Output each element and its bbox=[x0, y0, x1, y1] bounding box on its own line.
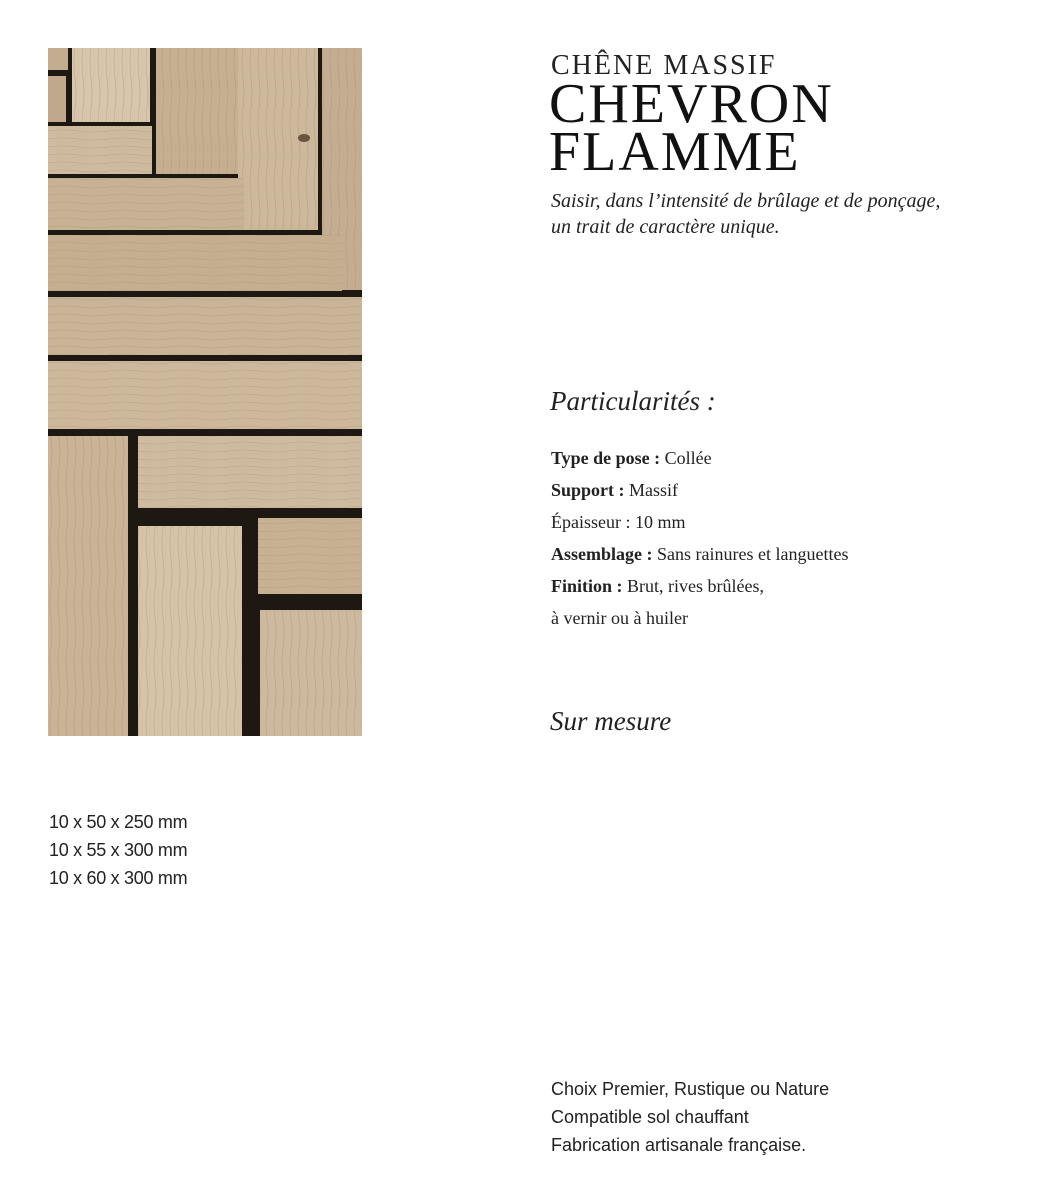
parquet-illustration bbox=[48, 48, 362, 736]
feature-item: Choix Premier, Rustique ou Nature bbox=[551, 1079, 830, 1099]
product-tagline bbox=[551, 188, 971, 240]
tagline-line: un trait de caractère unique. bbox=[551, 216, 780, 238]
spec-value: Collée bbox=[660, 448, 712, 468]
tagline-line: Saisir, dans l’intensité de brûlage et de ponçage, bbox=[551, 190, 941, 212]
spec-value: Massif bbox=[624, 480, 679, 500]
dimension-item: 10 x 60 x 300 mm bbox=[49, 868, 188, 888]
product-title-line: CHEVRON bbox=[549, 73, 834, 135]
dimension-item: 10 x 50 x 250 mm bbox=[49, 812, 188, 832]
spec-row bbox=[551, 474, 848, 506]
dimension-item: 10 x 55 x 300 mm bbox=[49, 840, 188, 860]
spec-label: Finition : bbox=[551, 576, 623, 596]
spec-label: Assemblage : bbox=[551, 544, 653, 564]
spec-value: Épaisseur : 10 mm bbox=[551, 512, 686, 532]
spec-row bbox=[551, 570, 848, 602]
spec-value: à vernir ou à huiler bbox=[551, 608, 688, 628]
product-title bbox=[549, 73, 834, 183]
spec-row bbox=[551, 442, 848, 474]
product-subtitle: CHÊNE MASSIF bbox=[551, 50, 777, 81]
spec-label: Support : bbox=[551, 480, 625, 500]
dimensions-list bbox=[49, 808, 187, 892]
product-title-line: FLAMME bbox=[549, 121, 801, 183]
particularites-heading: Particularités : bbox=[550, 386, 716, 416]
features-list bbox=[551, 1075, 829, 1159]
spec-row bbox=[551, 602, 848, 634]
feature-item: Compatible sol chauffant bbox=[551, 1107, 749, 1127]
spec-row bbox=[551, 506, 848, 538]
spec-value: Sans rainures et languettes bbox=[652, 544, 849, 564]
product-photo-wood-parquet bbox=[48, 48, 362, 736]
spec-label: Type de pose : bbox=[551, 448, 661, 468]
feature-item: Fabrication artisanale française. bbox=[551, 1135, 807, 1155]
spec-row bbox=[551, 538, 848, 570]
spec-value: Brut, rives brûlées, bbox=[622, 576, 764, 596]
specs-list bbox=[551, 442, 848, 634]
sur-mesure-heading: Sur mesure bbox=[550, 706, 672, 736]
